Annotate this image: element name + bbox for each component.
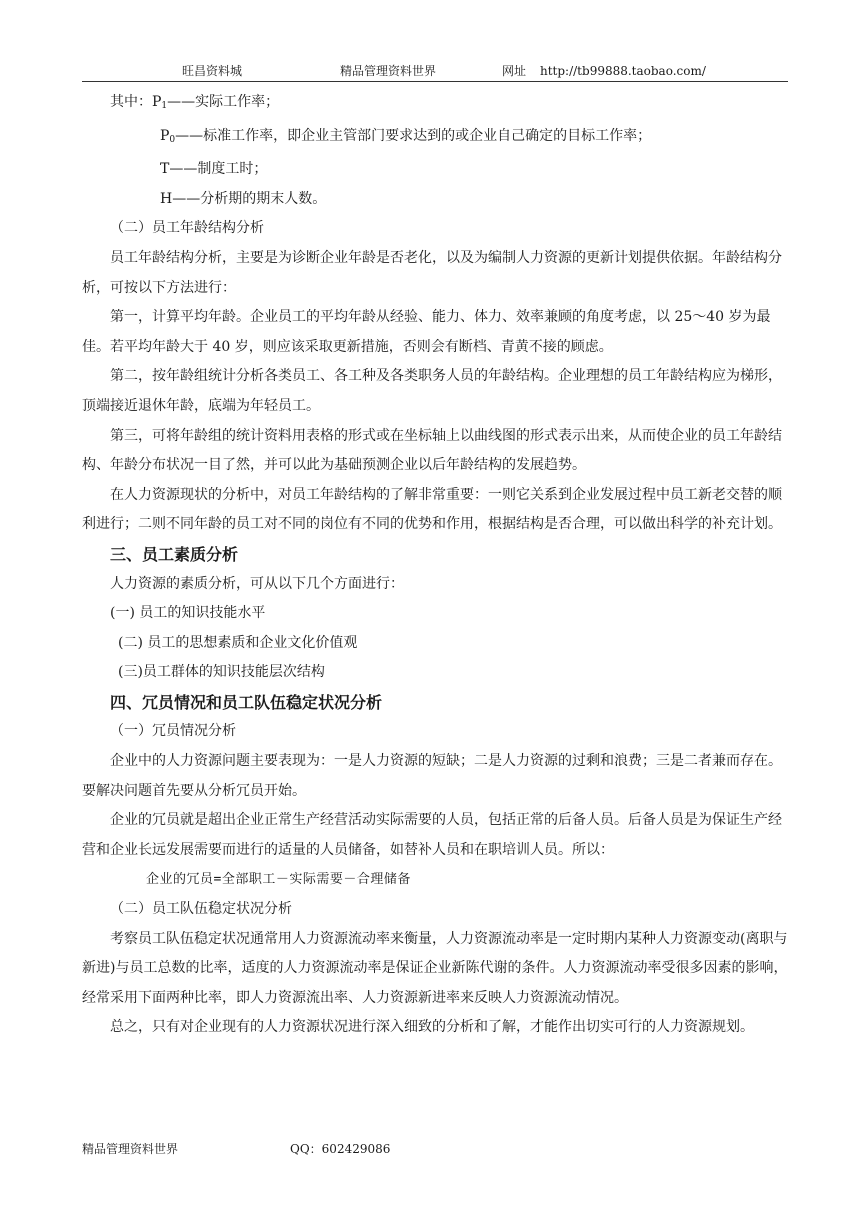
header-shop-name: 旺昌资料城 — [182, 64, 243, 78]
header-url: http://tb99888.taobao.com/ — [540, 64, 706, 78]
where-subscript: 1 — [161, 101, 168, 111]
quality-item-1: (一) 员工的知识技能水平 — [110, 605, 266, 622]
subheading-stability: （二）员工队伍稳定状况分析 — [110, 901, 292, 918]
footer-qq: QQ：602429086 — [290, 1142, 391, 1156]
where-label: 其中：P — [110, 94, 162, 110]
second-paragraph: 第二，按年龄组统计分析各类员工、各工种及各类职务人员的年龄结构。企业理想的员工年龄结构应为梯形，顶端接近退休年龄，底端为年轻员工。 — [82, 368, 782, 414]
stability-paragraph: 考察员工队伍稳定状况通常用人力资源流动率来衡量，人力资源流动率是一定时期内某种人力资源变动(离职与新进)与员工总数的比率，适度的人力资源流动率是保证企业新陈代谢的条件。人力资源流动率受很多因素的影响，经常采用下面两种比率，即人力资源流出率、人力资源新进率来反映人力资源流动情况。 — [82, 930, 788, 1006]
heading-quality-analysis: 三、员工素质分析 — [110, 544, 239, 564]
quality-intro-paragraph: 人力资源的素质分析，可从以下几个方面进行： — [110, 575, 404, 592]
subheading-redundancy: （一）冗员情况分析 — [110, 723, 236, 740]
where-line — [82, 88, 788, 122]
footer-world-name: 精品管理资料世界 — [82, 1142, 179, 1156]
p0-definition: ——标准工作率，即企业主管部门要求达到的或企业自己确定的目标工作率； — [175, 127, 652, 144]
redundancy-formula: 企业的冗员=全部职工－实际需要－合理储备 — [146, 872, 411, 888]
redundancy-paragraph-1: 企业中的人力资源问题主要表现为：一是人力资源的短缺；二是人力资源的过剩和浪费；三是二者兼而存在。要解决问题首先要从分析冗员开始。 — [82, 753, 782, 799]
p0-label: P — [160, 127, 170, 144]
third-paragraph: 第三，可将年龄组的统计资料用表格的形式或在坐标轴上以曲线图的形式表示出来，从而使企业的员工年龄结构、年龄分布状况一目了然，并可以此为基础预测企业以后年龄结构的发展趋势。 — [82, 427, 782, 474]
p0-line — [82, 122, 788, 156]
document-body — [82, 88, 788, 1043]
first-paragraph: 第一，计算平均年龄。企业员工的平均年龄从经验、能力、体力、效率兼顾的角度考虑，以 25～40 岁为最佳。若平均年龄大于 40 岁，则应该采取更新措施，否则会有断档、青黄不接的顾虑。 — [82, 309, 771, 355]
where-definition: ——实际工作率； — [167, 94, 280, 110]
subheading-age-structure: （二）员工年龄结构分析 — [110, 220, 264, 237]
age-intro-paragraph: 员工年龄结构分析，主要是为诊断企业年龄是否老化，以及为编制人力资源的更新计划提供依据。年龄结构分析，可按以下方法进行： — [82, 249, 782, 296]
redundancy-paragraph-2: 企业的冗员就是超出企业正常生产经营活动实际需要的人员，包括正常的后备人员。后备人员是为保证生产经营和企业长远发展需要而进行的适量的人员储备，如替补人员和在职培训人员。所以： — [82, 812, 782, 858]
p0-subscript: 0 — [169, 134, 176, 145]
h-line: H——分析期的期末人数。 — [160, 190, 327, 207]
conclusion-paragraph: 总之，只有对企业现有的人力资源状况进行深入细致的分析和了解，才能作出切实可行的人力资源规划。 — [110, 1019, 754, 1036]
heading-redundancy-stability: 四、冗员情况和员工队伍稳定状况分析 — [110, 692, 383, 712]
header-world-name: 精品管理资料世界 — [340, 64, 437, 78]
importance-paragraph: 在人力资源现状的分析中，对员工年龄结构的了解非常重要：一则它关系到企业发展过程中员工新老交替的顺利进行；二则不同年龄的员工对不同的岗位有不同的优势和作用，根据结构是否合理，可以做出科学的补充计划。 — [82, 486, 782, 533]
header-url-label: 网址 — [502, 64, 527, 78]
quality-item-3: (三)员工群体的知识技能层次结构 — [118, 664, 325, 681]
t-line: T——制度工时； — [160, 161, 268, 178]
page-header — [82, 63, 788, 82]
quality-item-2: (二) 员工的思想素质和企业文化价值观 — [118, 634, 358, 651]
